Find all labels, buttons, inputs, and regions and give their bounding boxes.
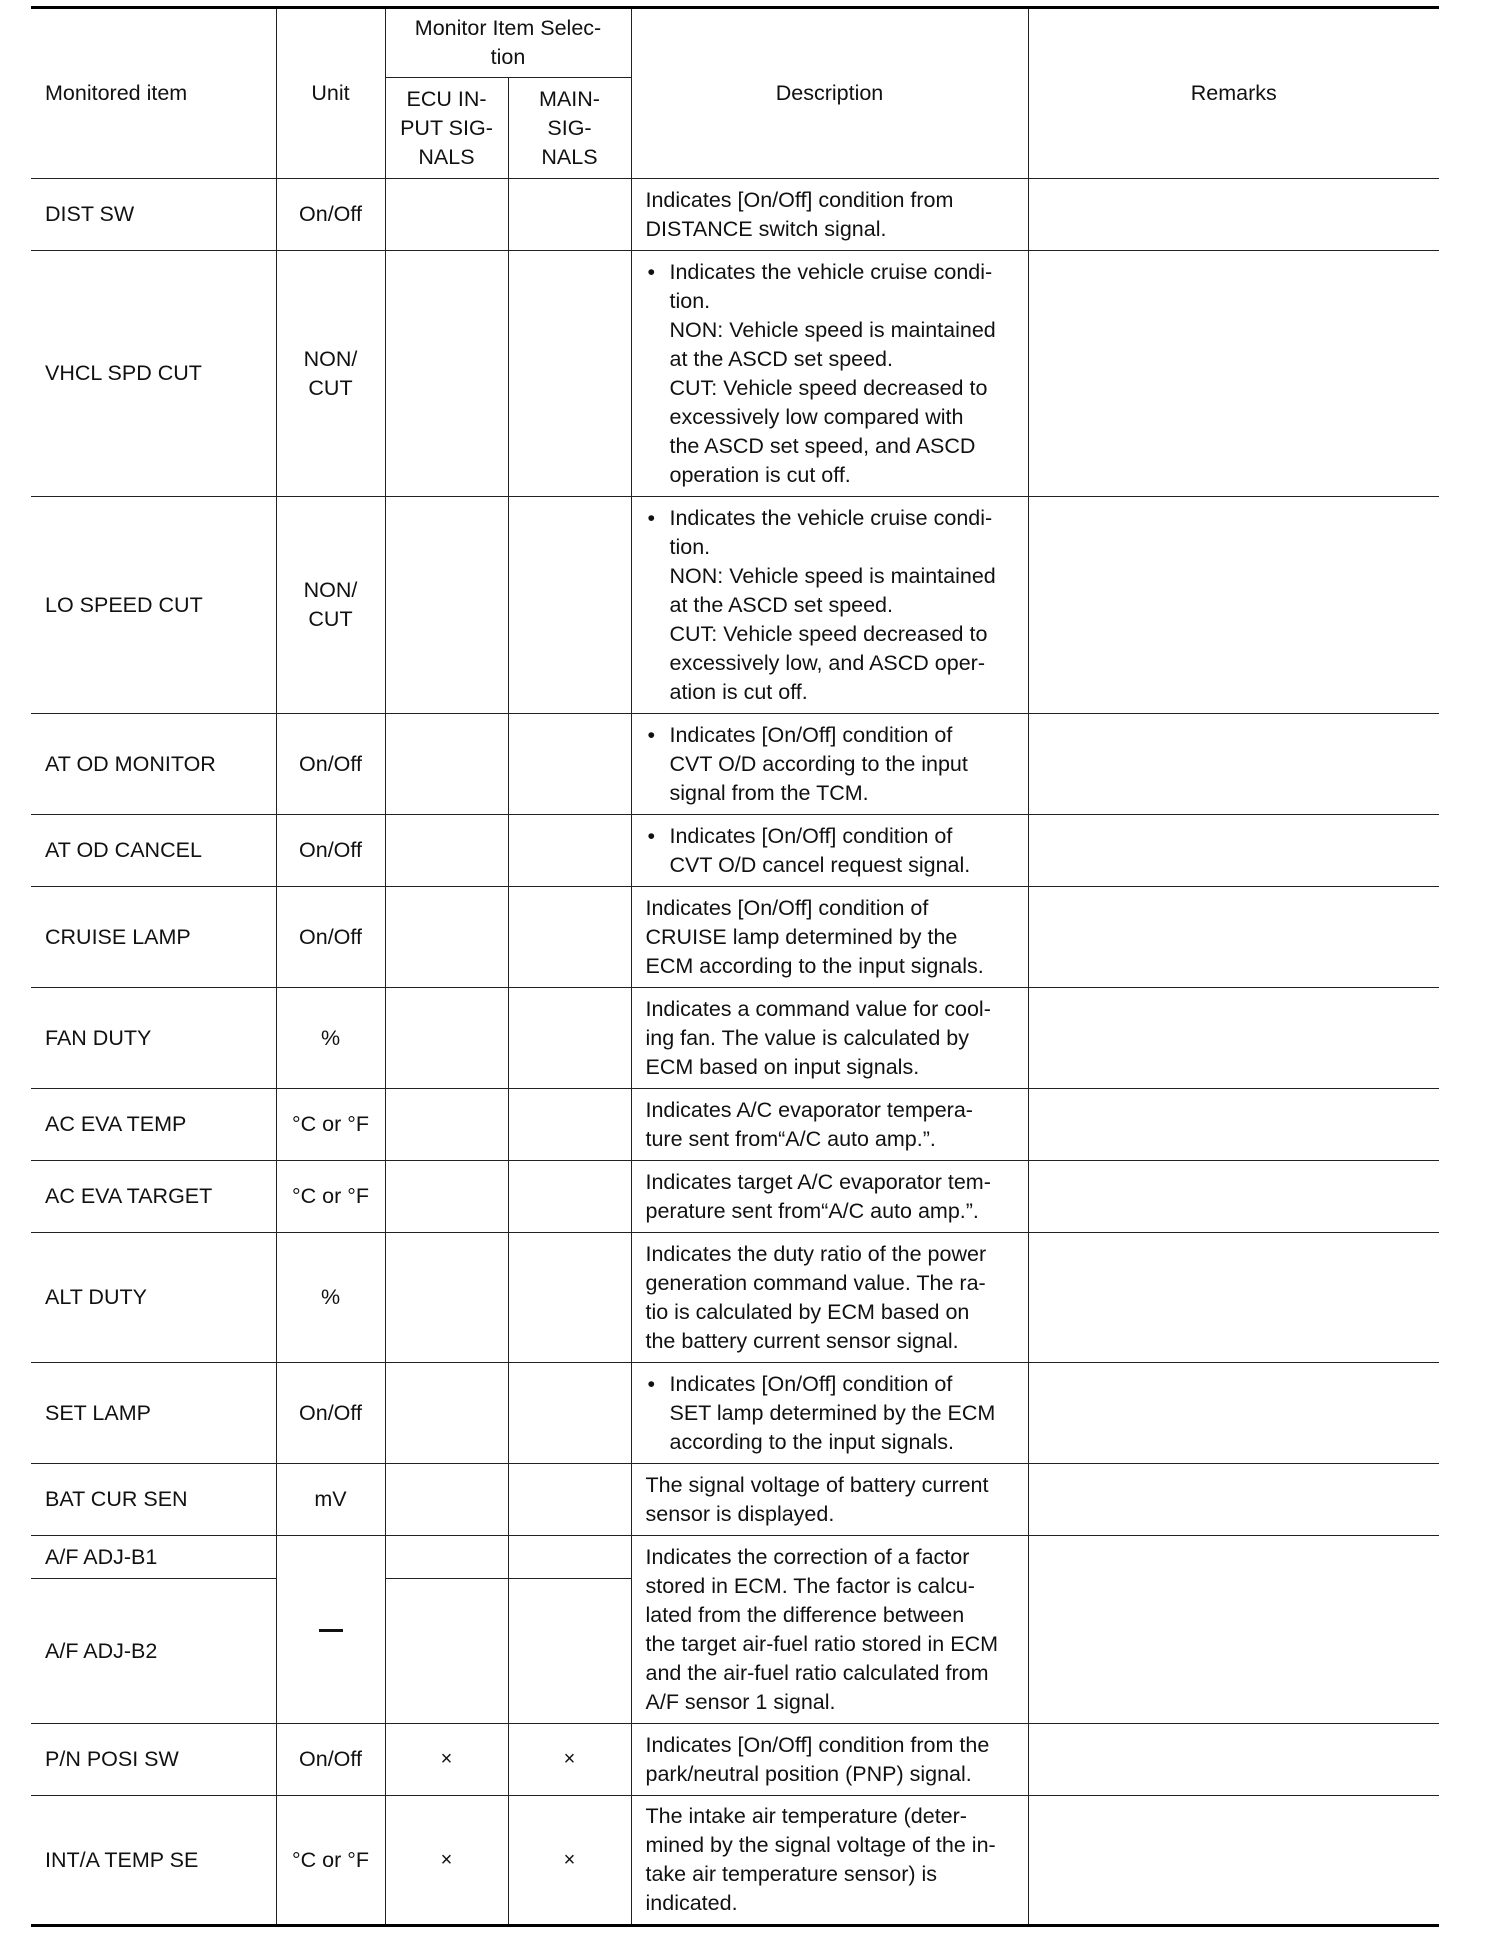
- main-cell: [508, 887, 631, 988]
- description-cell: [631, 1089, 1028, 1161]
- description-line: Indicates A/C evaporator tempera-: [645, 1097, 973, 1122]
- remarks-cell: [1028, 1363, 1439, 1464]
- unit-cell: On/Off: [276, 1724, 385, 1796]
- remarks-cell: [1028, 1089, 1439, 1161]
- description-cell: [631, 1796, 1028, 1926]
- header-description: Description: [631, 8, 1028, 179]
- header-main-line-2: SIG-: [547, 115, 592, 140]
- ecu-cell: [385, 1233, 508, 1363]
- description-line: ture sent from“A/C auto amp.”.: [645, 1126, 936, 1151]
- monitor-item-table: [31, 6, 1439, 1927]
- description-line: The signal voltage of battery current: [645, 1472, 989, 1497]
- description-line: and the air-fuel ratio calculated from: [645, 1660, 989, 1685]
- header-selection-line-2: tion: [490, 45, 526, 69]
- description-line: according to the input signals.: [669, 1429, 954, 1454]
- remarks-cell: [1028, 1464, 1439, 1536]
- table-row: [31, 887, 1439, 988]
- header-ecu-line-1: ECU IN-: [406, 86, 487, 111]
- ecu-cell: [385, 1089, 508, 1161]
- description-line: tio is calculated by ECM based on: [645, 1299, 970, 1324]
- table-row: [31, 1796, 1439, 1926]
- description-line: A/F sensor 1 signal.: [645, 1689, 836, 1714]
- unit-cell: °C or °F: [276, 1796, 385, 1926]
- table-row: [31, 179, 1439, 251]
- unit-cell: On/Off: [276, 179, 385, 251]
- description-line: sensor is displayed.: [645, 1501, 835, 1526]
- description-line: tion.: [669, 534, 711, 559]
- description-line: Indicates [On/Off] condition from: [645, 187, 954, 212]
- description-cell: [631, 1724, 1028, 1796]
- item-cell: INT/A TEMP SE: [31, 1796, 276, 1926]
- description-line: Indicates the correction of a factor: [645, 1544, 970, 1569]
- table-row: [31, 1536, 1439, 1579]
- remarks-cell: [1028, 179, 1439, 251]
- description-line: • Indicates [On/Off] condition of: [669, 1371, 953, 1396]
- description-line: mined by the signal voltage of the in-: [645, 1833, 996, 1857]
- remarks-cell: [1028, 497, 1439, 714]
- description-bullet: [646, 1370, 1014, 1457]
- main-cell: [508, 251, 631, 497]
- description-line: Indicates a command value for cool-: [645, 996, 991, 1021]
- description-line: NON: Vehicle speed is maintained: [669, 563, 996, 588]
- ecu-cell: [385, 1161, 508, 1233]
- description-cell: [631, 714, 1028, 815]
- item-cell: P/N POSI SW: [31, 1724, 276, 1796]
- header-monitored-item: Monitored item: [31, 8, 276, 179]
- item-cell: AT OD CANCEL: [31, 815, 276, 887]
- ecu-cell: [385, 1464, 508, 1536]
- description-line: operation is cut off.: [669, 462, 851, 487]
- header-main-signals: [508, 78, 631, 179]
- description-cell: [631, 988, 1028, 1089]
- table-row: [31, 1724, 1439, 1796]
- description-line: tion.: [669, 288, 711, 313]
- ecu-cell: [385, 1363, 508, 1464]
- ecu-cell: [385, 251, 508, 497]
- main-cell: [508, 1579, 631, 1724]
- unit-cell: On/Off: [276, 714, 385, 815]
- description-bullet: [646, 822, 1014, 880]
- ecu-cell: [385, 988, 508, 1089]
- description-line: NON: Vehicle speed is maintained: [669, 317, 996, 342]
- unit-cell: On/Off: [276, 1363, 385, 1464]
- description-bullet: [646, 504, 1014, 707]
- header-ecu-input-signals: [385, 78, 508, 179]
- description-line: CUT: Vehicle speed decreased to: [669, 375, 988, 400]
- dash-mark: [319, 1629, 343, 1632]
- table-row: [31, 1363, 1439, 1464]
- description-line: take air temperature sensor) is: [645, 1862, 938, 1886]
- ecu-cell: [385, 1579, 508, 1724]
- header-ecu-line-3: NALS: [418, 144, 475, 169]
- item-cell: VHCL SPD CUT: [31, 251, 276, 497]
- remarks-cell: [1028, 1796, 1439, 1926]
- description-line: CRUISE lamp determined by the: [645, 924, 958, 949]
- description-line: CUT: Vehicle speed decreased to: [669, 621, 988, 646]
- ecu-cell: ×: [385, 1796, 508, 1926]
- unit-cell-dash: [276, 1536, 385, 1724]
- description-line: DISTANCE switch signal.: [645, 216, 887, 241]
- unit-cell: mV: [276, 1464, 385, 1536]
- main-cell: [508, 1089, 631, 1161]
- item-cell: A/F ADJ-B2: [31, 1579, 276, 1724]
- unit-cell: On/Off: [276, 815, 385, 887]
- unit-cell: °C or °F: [276, 1161, 385, 1233]
- description-line: ation is cut off.: [669, 679, 808, 704]
- table-row: [31, 714, 1439, 815]
- unit-cell: %: [276, 1233, 385, 1363]
- description-line: CVT O/D according to the input: [669, 751, 968, 776]
- remarks-cell: [1028, 1233, 1439, 1363]
- description-cell: [631, 497, 1028, 714]
- table-row: [31, 1089, 1439, 1161]
- ecu-cell: [385, 1536, 508, 1579]
- remarks-cell: [1028, 1536, 1439, 1724]
- header-main-line-1: MAIN-: [539, 86, 600, 111]
- description-line: Indicates the duty ratio of the power: [645, 1241, 987, 1266]
- item-cell: BAT CUR SEN: [31, 1464, 276, 1536]
- description-line: • Indicates the vehicle cruise condi-: [669, 259, 993, 284]
- ecu-cell: [385, 815, 508, 887]
- main-cell: [508, 497, 631, 714]
- description-line: park/neutral position (PNP) signal.: [645, 1761, 972, 1786]
- description-cell: [631, 1161, 1028, 1233]
- main-cell: [508, 714, 631, 815]
- item-cell: LO SPEED CUT: [31, 497, 276, 714]
- item-cell: SET LAMP: [31, 1363, 276, 1464]
- unit-cell: [276, 497, 385, 714]
- remarks-cell: [1028, 1724, 1439, 1796]
- header-main-line-3: NALS: [541, 144, 598, 169]
- table-row: [31, 1161, 1439, 1233]
- ecu-cell: [385, 497, 508, 714]
- unit-cell: [276, 251, 385, 497]
- item-cell: AC EVA TEMP: [31, 1089, 276, 1161]
- description-cell: [631, 1536, 1028, 1724]
- ecu-cell: [385, 887, 508, 988]
- item-cell: AT OD MONITOR: [31, 714, 276, 815]
- remarks-cell: [1028, 251, 1439, 497]
- unit-line: NON/: [303, 578, 358, 602]
- table-row: [31, 1464, 1439, 1536]
- item-cell: CRUISE LAMP: [31, 887, 276, 988]
- ecu-cell: ×: [385, 1724, 508, 1796]
- header-unit: Unit: [276, 8, 385, 179]
- description-cell: [631, 179, 1028, 251]
- main-cell: [508, 1363, 631, 1464]
- description-bullet: [646, 258, 1014, 490]
- description-line: excessively low, and ASCD oper-: [669, 650, 985, 675]
- ecu-cell: [385, 179, 508, 251]
- description-line: ECM according to the input signals.: [645, 953, 984, 978]
- main-cell: [508, 1161, 631, 1233]
- description-line: the target air-fuel ratio stored in ECM: [645, 1631, 999, 1656]
- description-line: CVT O/D cancel request signal.: [669, 852, 971, 877]
- table-row: [31, 1233, 1439, 1363]
- description-cell: [631, 815, 1028, 887]
- description-line: Indicates [On/Off] condition from the: [645, 1732, 990, 1757]
- description-line: SET lamp determined by the ECM: [669, 1400, 996, 1425]
- unit-line: CUT: [308, 607, 353, 631]
- item-cell: ALT DUTY: [31, 1233, 276, 1363]
- table-row: [31, 988, 1439, 1089]
- main-cell: [508, 1233, 631, 1363]
- main-cell: [508, 179, 631, 251]
- description-line: signal from the TCM.: [669, 780, 869, 805]
- unit-line: NON/: [303, 346, 358, 371]
- header-remarks: Remarks: [1028, 8, 1439, 179]
- main-cell: [508, 1536, 631, 1579]
- item-cell: DIST SW: [31, 179, 276, 251]
- description-line: • Indicates [On/Off] condition of: [669, 823, 953, 848]
- description-line: perature sent from“A/C auto amp.”.: [645, 1198, 979, 1223]
- remarks-cell: [1028, 988, 1439, 1089]
- table-row: [31, 251, 1439, 497]
- description-line: stored in ECM. The factor is calcu-: [645, 1573, 975, 1598]
- unit-cell: %: [276, 988, 385, 1089]
- item-cell: FAN DUTY: [31, 988, 276, 1089]
- description-bullet: [646, 721, 1014, 808]
- description-line: ECM based on input signals.: [645, 1054, 920, 1079]
- main-cell: [508, 1464, 631, 1536]
- header-ecu-line-2: PUT SIG-: [400, 115, 493, 140]
- remarks-cell: [1028, 714, 1439, 815]
- description-line: the ASCD set speed, and ASCD: [669, 433, 976, 458]
- description-line: Indicates target A/C evaporator tem-: [645, 1169, 991, 1194]
- item-cell: A/F ADJ-B1: [31, 1536, 276, 1579]
- unit-cell: °C or °F: [276, 1089, 385, 1161]
- main-cell: [508, 988, 631, 1089]
- description-line: generation command value. The ra-: [645, 1270, 986, 1295]
- description-line: • Indicates the vehicle cruise condi-: [669, 505, 993, 530]
- item-cell: AC EVA TARGET: [31, 1161, 276, 1233]
- description-line: ing fan. The value is calculated by: [645, 1025, 969, 1050]
- unit-line: CUT: [308, 375, 353, 400]
- header-selection-line-1: Monitor Item Selec-: [414, 16, 602, 40]
- description-line: Indicates [On/Off] condition of: [645, 895, 929, 920]
- description-cell: [631, 887, 1028, 988]
- main-cell: [508, 815, 631, 887]
- header-row: [31, 8, 1439, 78]
- description-cell: [631, 1464, 1028, 1536]
- unit-cell: On/Off: [276, 887, 385, 988]
- description-line: at the ASCD set speed.: [669, 592, 893, 617]
- ecu-cell: [385, 714, 508, 815]
- remarks-cell: [1028, 815, 1439, 887]
- description-line: lated from the difference between: [645, 1602, 965, 1627]
- description-line: at the ASCD set speed.: [669, 346, 893, 371]
- description-line: excessively low compared with: [669, 404, 964, 429]
- description-line: The intake air temperature (deter-: [645, 1804, 967, 1828]
- description-cell: [631, 1233, 1028, 1363]
- remarks-cell: [1028, 1161, 1439, 1233]
- description-line: the battery current sensor signal.: [645, 1328, 959, 1353]
- table-row: [31, 497, 1439, 714]
- description-line: • Indicates [On/Off] condition of: [669, 722, 953, 747]
- table-row: [31, 815, 1439, 887]
- main-cell: ×: [508, 1796, 631, 1926]
- header-monitor-item-selection: [385, 8, 631, 78]
- main-cell: ×: [508, 1724, 631, 1796]
- description-cell: [631, 251, 1028, 497]
- description-line: indicated.: [645, 1891, 738, 1915]
- remarks-cell: [1028, 887, 1439, 988]
- description-cell: [631, 1363, 1028, 1464]
